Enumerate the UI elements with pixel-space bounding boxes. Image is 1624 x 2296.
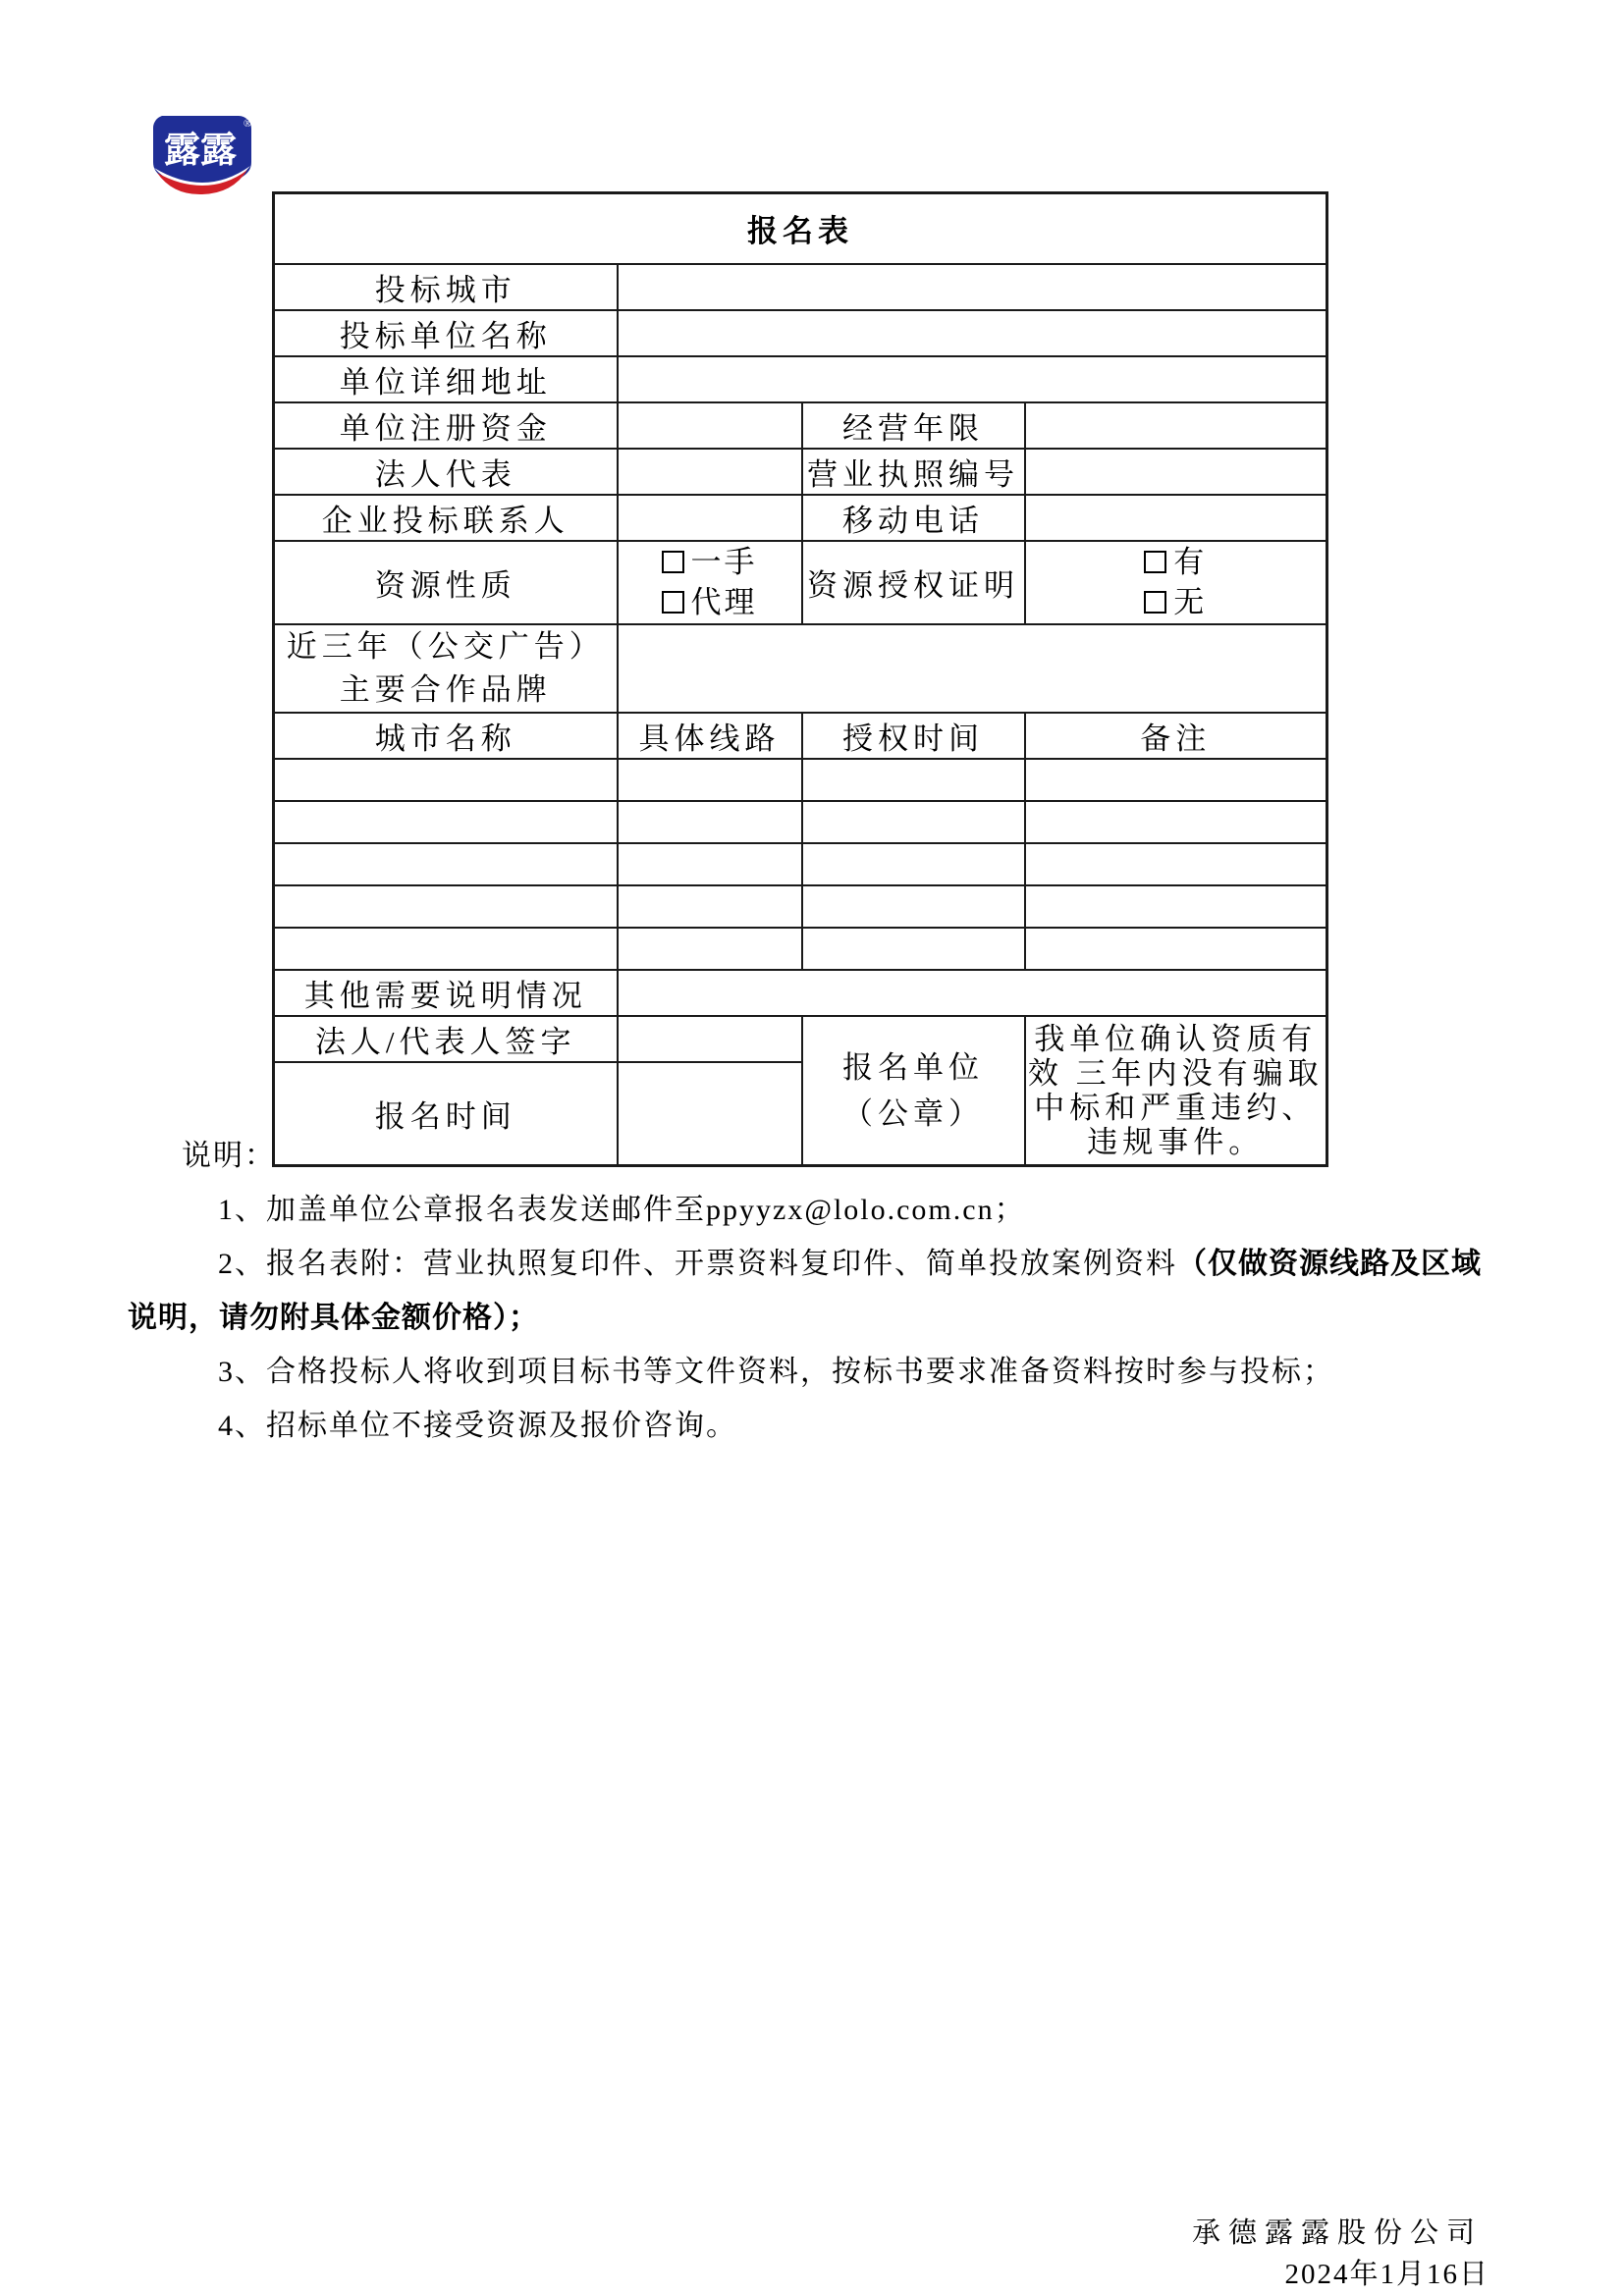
table-row bbox=[274, 541, 1327, 624]
option-firsthand bbox=[662, 545, 758, 579]
other-field[interactable] bbox=[618, 970, 1327, 1016]
table-row bbox=[274, 495, 1327, 541]
qualification-statement: 我单位确认资质有效 三年内没有骗取中标和严重违约、违规事件。 bbox=[1025, 1016, 1327, 1166]
footer-date: 2024年1月16日 bbox=[1284, 2259, 1489, 2290]
header-auth-time: 授权时间 bbox=[802, 713, 1025, 759]
remark-cell[interactable] bbox=[1025, 759, 1327, 801]
note-item-2-normal: 2、报名表附：营业执照复印件、开票资料复印件、简单投放案例资料 bbox=[218, 1248, 1177, 1280]
lulu-logo-icon bbox=[147, 113, 257, 195]
table-row bbox=[274, 759, 1327, 801]
city-cell[interactable] bbox=[274, 885, 618, 928]
legal-rep-label: 法人代表 bbox=[274, 449, 618, 495]
grid-header-row bbox=[274, 713, 1327, 759]
reg-unit-line1: 报名单位 bbox=[842, 1049, 984, 1085]
title-row bbox=[274, 193, 1327, 264]
table-row bbox=[274, 1016, 1327, 1062]
header-route: 具体线路 bbox=[618, 713, 802, 759]
bid-city-label: 投标城市 bbox=[274, 264, 618, 310]
brands-field[interactable] bbox=[618, 624, 1327, 713]
checkbox-none[interactable] bbox=[1144, 591, 1166, 614]
brands-label bbox=[274, 624, 618, 713]
table-row bbox=[274, 624, 1327, 713]
resource-nature-options bbox=[618, 541, 802, 624]
auth-proof-label: 资源授权证明 bbox=[802, 541, 1025, 624]
auth-time-cell[interactable] bbox=[802, 843, 1025, 885]
remark-cell[interactable] bbox=[1025, 801, 1327, 843]
auth-time-cell[interactable] bbox=[802, 801, 1025, 843]
option-none bbox=[1144, 585, 1207, 619]
remark-cell[interactable] bbox=[1025, 885, 1327, 928]
option-has bbox=[1144, 545, 1207, 579]
lulu-logo-text: 露露 bbox=[164, 131, 237, 171]
footer-company-name: 承德露露股份公司 bbox=[1191, 2217, 1483, 2249]
address-field[interactable] bbox=[618, 356, 1327, 402]
signature-label: 法人/代表人签字 bbox=[274, 1016, 618, 1062]
bidder-name-label: 投标单位名称 bbox=[274, 310, 618, 356]
contact-field[interactable] bbox=[618, 495, 802, 541]
option-none-label: 无 bbox=[1173, 585, 1208, 619]
note-item-2 bbox=[128, 1237, 1504, 1345]
auth-time-cell[interactable] bbox=[802, 885, 1025, 928]
address-label: 单位详细地址 bbox=[274, 356, 618, 402]
signature-field[interactable] bbox=[618, 1016, 802, 1062]
note-item-1: 1、加盖单位公章报名表发送邮件至ppyyzx@lolo.com.cn； bbox=[218, 1194, 1026, 1226]
reg-unit-line2: （公章） bbox=[842, 1095, 984, 1131]
bid-city-field[interactable] bbox=[618, 264, 1327, 310]
legal-rep-field[interactable] bbox=[618, 449, 802, 495]
capital-field[interactable] bbox=[618, 402, 802, 449]
mobile-field[interactable] bbox=[1025, 495, 1327, 541]
registered-trademark-icon: ® bbox=[243, 118, 252, 130]
brands-label-line2: 主要合作品牌 bbox=[339, 671, 552, 707]
notes-section bbox=[128, 1129, 1504, 1453]
registration-form-table bbox=[272, 191, 1328, 1167]
contact-label: 企业投标联系人 bbox=[274, 495, 618, 541]
note-item-4: 4、招标单位不接受资源及报价咨询。 bbox=[218, 1410, 737, 1442]
city-cell[interactable] bbox=[274, 843, 618, 885]
license-no-label: 营业执照编号 bbox=[802, 449, 1025, 495]
table-row bbox=[274, 970, 1327, 1016]
option-agent-label: 代理 bbox=[690, 585, 758, 619]
license-no-field[interactable] bbox=[1025, 449, 1327, 495]
checkbox-agent[interactable] bbox=[662, 591, 684, 614]
table-row bbox=[274, 264, 1327, 310]
route-cell[interactable] bbox=[618, 759, 802, 801]
header-remark: 备注 bbox=[1025, 713, 1327, 759]
option-agent bbox=[662, 585, 758, 619]
city-cell[interactable] bbox=[274, 801, 618, 843]
option-has-label: 有 bbox=[1173, 545, 1208, 579]
option-firsthand-label: 一手 bbox=[690, 545, 758, 579]
table-row bbox=[274, 801, 1327, 843]
auth-time-cell[interactable] bbox=[802, 759, 1025, 801]
route-cell[interactable] bbox=[618, 885, 802, 928]
years-label: 经营年限 bbox=[802, 402, 1025, 449]
brands-label-line1: 近三年（公交广告） bbox=[286, 628, 605, 664]
route-cell[interactable] bbox=[618, 801, 802, 843]
route-cell[interactable] bbox=[618, 843, 802, 885]
table-row bbox=[274, 449, 1327, 495]
remark-cell[interactable] bbox=[1025, 843, 1327, 885]
years-field[interactable] bbox=[1025, 402, 1327, 449]
mobile-label: 移动电话 bbox=[802, 495, 1025, 541]
table-row bbox=[274, 356, 1327, 402]
table-row bbox=[274, 402, 1327, 449]
auth-time-cell[interactable] bbox=[802, 928, 1025, 970]
resource-nature-label: 资源性质 bbox=[274, 541, 618, 624]
bidder-name-field[interactable] bbox=[618, 310, 1327, 356]
notes-heading: 说明： bbox=[182, 1140, 276, 1172]
form-title: 报名表 bbox=[274, 193, 1327, 264]
table-row bbox=[274, 843, 1327, 885]
city-cell[interactable] bbox=[274, 928, 618, 970]
note-item-3: 3、合格投标人将收到项目标书等文件资料，按标书要求准备资料按时参与投标； bbox=[218, 1356, 1334, 1388]
reg-time-label: 报名时间 bbox=[274, 1062, 618, 1166]
auth-proof-options bbox=[1025, 541, 1327, 624]
table-row bbox=[274, 885, 1327, 928]
capital-label: 单位注册资金 bbox=[274, 402, 618, 449]
table-row bbox=[274, 928, 1327, 970]
header-city: 城市名称 bbox=[274, 713, 618, 759]
lulu-brand-logo bbox=[147, 113, 257, 195]
note-item-2-bold: （仅做资源线路及区域说明，请勿附具体金额价格）； bbox=[128, 1248, 1482, 1334]
checkbox-has[interactable] bbox=[1144, 551, 1166, 573]
table-row bbox=[274, 310, 1327, 356]
checkbox-firsthand[interactable] bbox=[662, 551, 684, 573]
route-cell[interactable] bbox=[618, 928, 802, 970]
remark-cell[interactable] bbox=[1025, 928, 1327, 970]
other-label: 其他需要说明情况 bbox=[274, 970, 618, 1016]
city-cell[interactable] bbox=[274, 759, 618, 801]
